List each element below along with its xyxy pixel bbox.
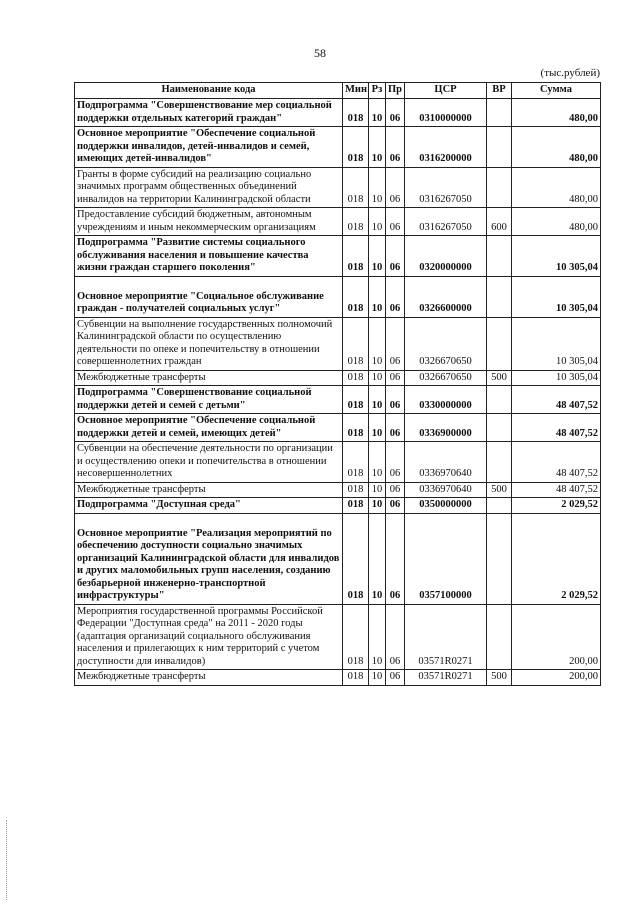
row-csr: 0336900000 (405, 414, 487, 442)
row-vr (487, 604, 512, 670)
row-min: 018 (343, 236, 369, 277)
table-row (75, 317, 601, 370)
row-vr: 500 (487, 482, 512, 498)
row-sum: 48 407,52 (512, 442, 601, 483)
row-name: Основное мероприятие "Обеспечение социальной поддержки инвалидов, детей-инвалидов и семей, имеющих детей-инвалидов" (75, 127, 343, 168)
row-sum: 200,00 (512, 604, 601, 670)
row-rz: 10 (369, 670, 386, 686)
row-sum: 480,00 (512, 167, 601, 208)
row-csr: 0326670650 (405, 317, 487, 370)
row-min: 018 (343, 414, 369, 442)
row-rz: 10 (369, 236, 386, 277)
row-sum: 2 029,52 (512, 513, 601, 604)
table-row (75, 442, 601, 483)
row-pr: 06 (386, 414, 405, 442)
row-rz: 10 (369, 414, 386, 442)
row-pr: 06 (386, 604, 405, 670)
row-rz: 10 (369, 127, 386, 168)
table-row (75, 513, 601, 604)
row-pr: 06 (386, 167, 405, 208)
row-name: Подпрограмма "Совершенствование мер социальной поддержки отдельных категорий граждан" (75, 99, 343, 127)
row-min: 018 (343, 498, 369, 514)
row-vr (487, 498, 512, 514)
header-rz: Рз (369, 83, 386, 99)
row-pr: 06 (386, 498, 405, 514)
table-row (75, 498, 601, 514)
row-vr: 600 (487, 208, 512, 236)
row-vr (487, 276, 512, 317)
row-pr: 06 (386, 670, 405, 686)
row-csr: 0320000000 (405, 236, 487, 277)
row-name: Мероприятия государственной программы Российской Федерации "Доступная среда" на 2011 - 2020 годы (адаптация организаций социального обслуживания населения и прилегающих к ним территорий с учетом доступности для инвалидов) (75, 604, 343, 670)
row-pr: 06 (386, 276, 405, 317)
row-name: Подпрограмма "Доступная среда" (75, 498, 343, 514)
table-row (75, 386, 601, 414)
row-csr: 0326670650 (405, 370, 487, 386)
table-row (75, 167, 601, 208)
table-row (75, 604, 601, 670)
row-pr: 06 (386, 482, 405, 498)
row-pr: 06 (386, 99, 405, 127)
table-row (75, 414, 601, 442)
row-name: Основное мероприятие "Реализация мероприятий по обеспечению доступности социально значимых организаций Калининградской области для инвалидов и других маломобильных групп населения, созданию безбарьерной инженерно-транспортной инфраструктуры" (75, 513, 343, 604)
row-csr: 0357100000 (405, 513, 487, 604)
row-rz: 10 (369, 442, 386, 483)
row-min: 018 (343, 513, 369, 604)
header-pr: Пр (386, 83, 405, 99)
table-row (75, 276, 601, 317)
table-row (75, 482, 601, 498)
header-name: Наименование кода (75, 83, 343, 99)
row-name: Гранты в форме субсидий на реализацию социально значимых программ общественных объединений инвалидов на территории Калининградской области (75, 167, 343, 208)
table-row (75, 370, 601, 386)
row-name: Межбюджетные трансферты (75, 482, 343, 498)
row-rz: 10 (369, 386, 386, 414)
row-min: 018 (343, 127, 369, 168)
row-vr (487, 236, 512, 277)
table-row (75, 127, 601, 168)
table-row (75, 208, 601, 236)
row-sum: 48 407,52 (512, 482, 601, 498)
row-vr (487, 127, 512, 168)
row-rz: 10 (369, 370, 386, 386)
table-header-row (75, 83, 601, 99)
row-sum: 48 407,52 (512, 386, 601, 414)
row-pr: 06 (386, 513, 405, 604)
row-name: Межбюджетные трансферты (75, 670, 343, 686)
row-name: Предоставление субсидий бюджетным, автономным учреждениям и иным некоммерческим организациям (75, 208, 343, 236)
row-name: Основное мероприятие "Обеспечение социальной поддержки детей и семей, имеющих детей" (75, 414, 343, 442)
units-label: (тыс.рублей) (540, 67, 600, 79)
header-min: Мин (343, 83, 369, 99)
header-csr: ЦСР (405, 83, 487, 99)
row-pr: 06 (386, 442, 405, 483)
row-rz: 10 (369, 498, 386, 514)
row-rz: 10 (369, 276, 386, 317)
row-name: Субвенции на выполнение государственных полномочий Калининградской области по осуществлению деятельности по опеке и попечительству в отношении совершеннолетних граждан (75, 317, 343, 370)
row-pr: 06 (386, 386, 405, 414)
row-rz: 10 (369, 208, 386, 236)
row-sum: 480,00 (512, 99, 601, 127)
row-vr: 500 (487, 370, 512, 386)
row-sum: 10 305,04 (512, 317, 601, 370)
row-name: Подпрограмма "Совершенствование социальной поддержки детей и семей с детьми" (75, 386, 343, 414)
row-rz: 10 (369, 482, 386, 498)
row-rz: 10 (369, 513, 386, 604)
row-rz: 10 (369, 99, 386, 127)
row-min: 018 (343, 670, 369, 686)
margin-scan-line (6, 820, 8, 900)
row-vr (487, 386, 512, 414)
row-min: 018 (343, 99, 369, 127)
row-sum: 480,00 (512, 127, 601, 168)
row-min: 018 (343, 370, 369, 386)
row-sum: 10 305,04 (512, 370, 601, 386)
row-min: 018 (343, 208, 369, 236)
row-csr: 03571R0271 (405, 670, 487, 686)
row-min: 018 (343, 276, 369, 317)
row-vr (487, 442, 512, 483)
row-csr: 0330000000 (405, 386, 487, 414)
row-vr (487, 513, 512, 604)
row-sum: 48 407,52 (512, 414, 601, 442)
row-vr (487, 99, 512, 127)
row-csr: 0326600000 (405, 276, 487, 317)
row-min: 018 (343, 604, 369, 670)
row-name: Основное мероприятие "Социальное обслуживание граждан - получателей социальных услуг" (75, 276, 343, 317)
row-name: Подпрограмма "Развитие системы социального обслуживания населения и повышение качества жизни граждан старшего поколения" (75, 236, 343, 277)
table-row (75, 236, 601, 277)
page-number: 58 (314, 46, 326, 60)
row-csr: 0350000000 (405, 498, 487, 514)
row-pr: 06 (386, 317, 405, 370)
row-csr: 0336970640 (405, 482, 487, 498)
row-sum: 480,00 (512, 208, 601, 236)
row-pr: 06 (386, 370, 405, 386)
row-csr: 03571R0271 (405, 604, 487, 670)
row-vr (487, 414, 512, 442)
row-pr: 06 (386, 127, 405, 168)
row-csr: 0316267050 (405, 167, 487, 208)
row-name: Межбюджетные трансферты (75, 370, 343, 386)
row-sum: 2 029,52 (512, 498, 601, 514)
row-csr: 0316267050 (405, 208, 487, 236)
row-vr: 500 (487, 670, 512, 686)
row-pr: 06 (386, 236, 405, 277)
row-sum: 10 305,04 (512, 276, 601, 317)
row-csr: 0310000000 (405, 99, 487, 127)
row-sum: 200,00 (512, 670, 601, 686)
row-min: 018 (343, 442, 369, 483)
budget-table (74, 82, 601, 686)
table-row (75, 670, 601, 686)
row-csr: 0336970640 (405, 442, 487, 483)
row-rz: 10 (369, 317, 386, 370)
row-rz: 10 (369, 167, 386, 208)
row-rz: 10 (369, 604, 386, 670)
row-name: Субвенции на обеспечение деятельности по организации и осуществлению опеки и попечительства в отношении несовершеннолетних (75, 442, 343, 483)
row-sum: 10 305,04 (512, 236, 601, 277)
row-pr: 06 (386, 208, 405, 236)
row-vr (487, 317, 512, 370)
header-vr: ВР (487, 83, 512, 99)
row-min: 018 (343, 386, 369, 414)
row-vr (487, 167, 512, 208)
table-row (75, 99, 601, 127)
row-csr: 0316200000 (405, 127, 487, 168)
row-min: 018 (343, 482, 369, 498)
row-min: 018 (343, 167, 369, 208)
row-min: 018 (343, 317, 369, 370)
header-sum: Сумма (512, 83, 601, 99)
